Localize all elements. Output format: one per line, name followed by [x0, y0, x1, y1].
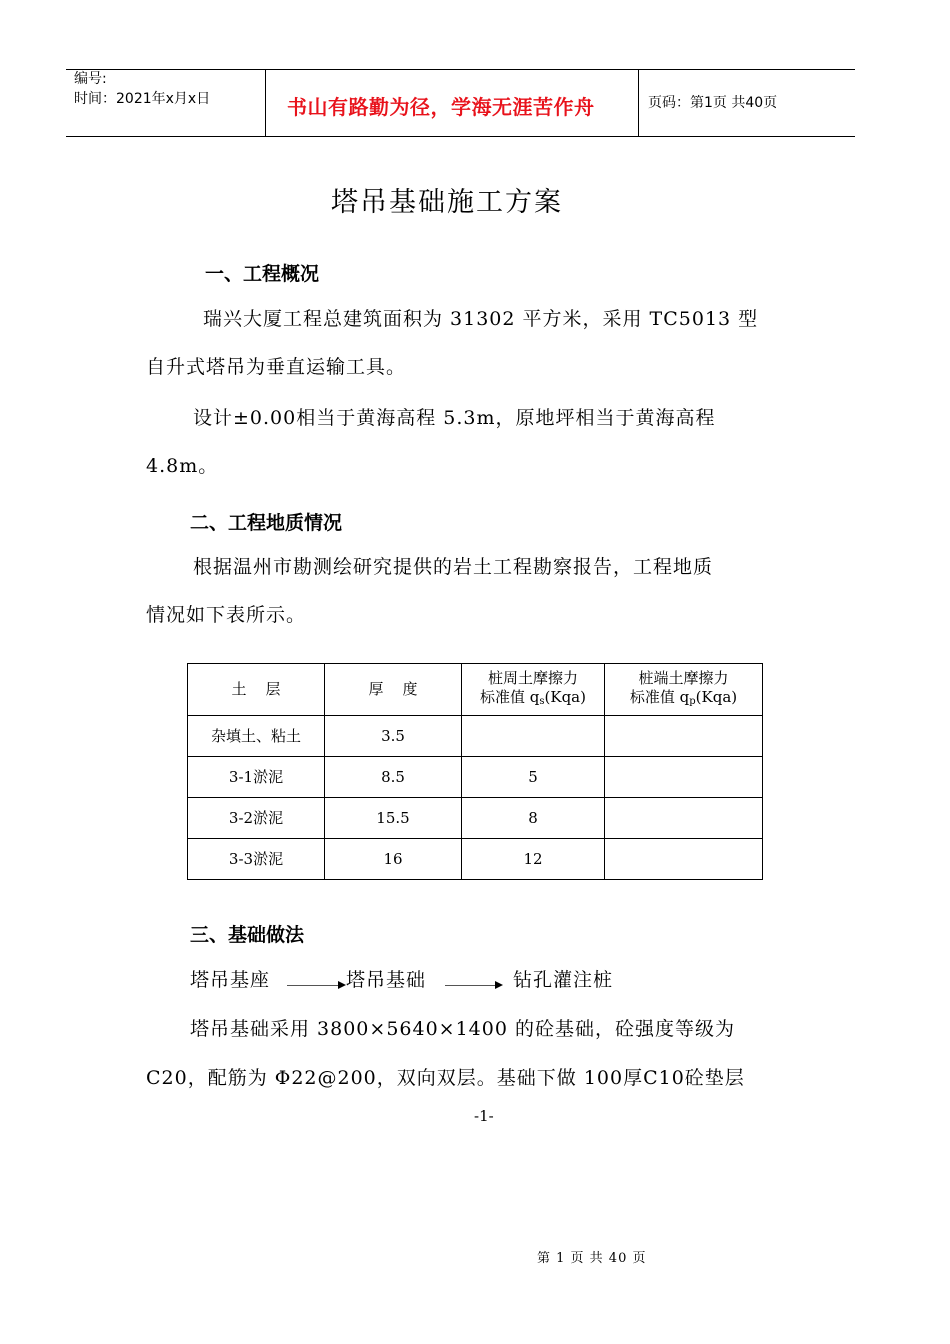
header-end-friction-line1: 桩端土摩擦力 — [638, 668, 729, 687]
section3-paragraph1-line2: C20，配筋为 Φ22@200，双向双层。基础下做 100厚C10砼垫层 — [146, 1067, 745, 1089]
table-row — [188, 839, 763, 880]
header-end-friction-prefix: 标准值 q — [629, 687, 690, 706]
cell-qs: 5 — [462, 757, 605, 798]
cell-qp — [605, 798, 763, 839]
header-page-label: 页码：第1页 共40页 — [648, 95, 778, 111]
header-side-friction-prefix: 标准值 q — [480, 687, 540, 706]
flow-step-tower-foundation: 塔吊基础 — [346, 969, 427, 991]
page-number: -1- — [474, 1107, 494, 1125]
cell-layer: 3-3淤泥 — [188, 839, 325, 880]
header-divider-right — [638, 69, 639, 136]
flow-arrow-icon — [445, 985, 501, 986]
section2-heading: 二、工程地质情况 — [190, 512, 343, 534]
flow-step-tower-base: 塔吊基座 — [190, 969, 271, 991]
cell-qs: 8 — [462, 798, 605, 839]
header-soil-layer: 土 层 — [188, 664, 325, 716]
table-row — [188, 716, 763, 757]
cell-layer: 3-2淤泥 — [188, 798, 325, 839]
footer-page-count: 第 1 页 共 40 页 — [537, 1251, 647, 1266]
header-top-rule — [66, 69, 855, 70]
section1-paragraph2-line2: 4.8m。 — [146, 455, 219, 477]
page-title: 塔吊基础施工方案 — [331, 187, 563, 218]
header-bottom-rule — [66, 136, 855, 137]
section1-paragraph1-line2: 自升式塔吊为垂直运输工具。 — [146, 356, 407, 378]
header-divider-left — [265, 69, 266, 136]
table-row — [188, 798, 763, 839]
table-row — [188, 757, 763, 798]
header-side-friction-line2 — [462, 688, 604, 711]
section3-paragraph1-line1: 塔吊基础采用 3800×5640×1400 的砼基础，砼强度等级为 — [190, 1018, 735, 1040]
section3-heading: 三、基础做法 — [190, 924, 305, 946]
cell-layer: 3-1淤泥 — [188, 757, 325, 798]
section2-paragraph1-line1: 根据温州市勘测绘研究提供的岩土工程勘察报告，工程地质 — [193, 556, 714, 578]
header-number-label: 编号: — [74, 71, 107, 87]
table-header-row — [188, 664, 763, 716]
header-end-friction-unit: (Kqa) — [695, 687, 738, 706]
cell-thickness: 8.5 — [325, 757, 462, 798]
cell-thickness: 16 — [325, 839, 462, 880]
cell-qs: 12 — [462, 839, 605, 880]
cell-layer: 杂填土、粘土 — [188, 716, 325, 757]
cell-qp — [605, 839, 763, 880]
cell-thickness: 15.5 — [325, 798, 462, 839]
header-side-friction-unit: (Kqa) — [544, 687, 586, 706]
section1-paragraph2-line1: 设计±0.00相当于黄海高程 5.3m，原地坪相当于黄海高程 — [193, 407, 716, 429]
section2-paragraph1-line2: 情况如下表所示。 — [146, 604, 307, 626]
header-motto: 书山有路勤为径，学海无涯苦作舟 — [287, 95, 595, 119]
header-side-friction-subscript: s — [539, 695, 545, 707]
section1-paragraph1-line1: 瑞兴大厦工程总建筑面积为 31302 平方米，采用 TC5013 型 — [203, 308, 759, 330]
header-time-label: 时间：2021年x月x日 — [74, 91, 211, 107]
section1-heading: 一、工程概况 — [205, 263, 320, 285]
flow-arrow-icon — [287, 985, 344, 986]
flow-step-bored-pile: 钻孔灌注桩 — [513, 969, 614, 991]
soil-properties-table — [187, 663, 763, 880]
header-end-friction — [605, 664, 763, 716]
header-end-friction-subscript: p — [689, 695, 696, 707]
header-end-friction-line2 — [605, 688, 762, 711]
cell-qp — [605, 757, 763, 798]
header-side-friction-line1: 桩周土摩擦力 — [487, 668, 578, 687]
header-thickness: 厚 度 — [325, 664, 462, 716]
header-side-friction — [462, 664, 605, 716]
cell-qp — [605, 716, 763, 757]
cell-thickness: 3.5 — [325, 716, 462, 757]
cell-qs — [462, 716, 605, 757]
